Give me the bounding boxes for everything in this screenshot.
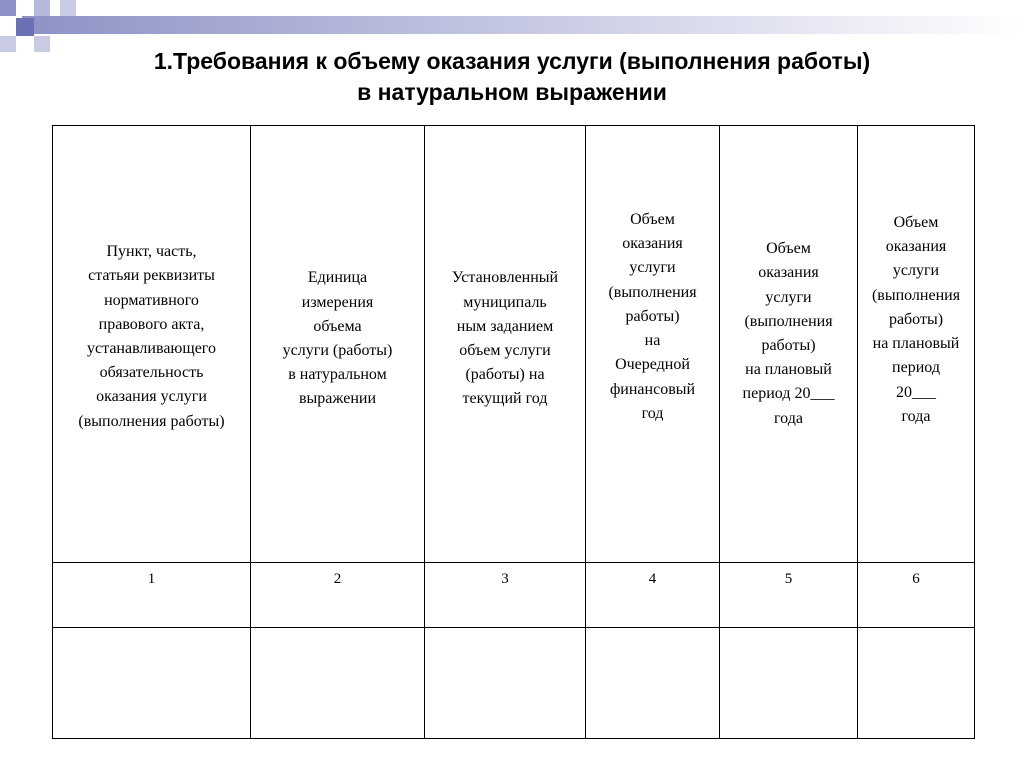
empty-cell [251,628,425,739]
empty-cell [586,628,720,739]
header-gradient-bar [22,16,1024,34]
requirements-table [52,125,975,739]
table-row [53,628,975,739]
title-line-2: в натуральном выражении [357,79,667,105]
header-cell-current-year: Установленный муниципаль ным заданием объем услуги (работы) на текущий год [425,126,586,563]
title-line-1: 1.Требования к объему оказания услуги (выполнения работы) [153,48,871,74]
slide-title [0,46,1024,108]
header-cell-legal-basis: Пункт, часть, статьяи реквизиты нормативного правового акта, устанавливающего обязательность оказания услуги (выполнения работы) [53,126,251,563]
column-number: 5 [720,563,858,628]
header-cell-planned-period-1: Объем оказания услуги (выполнения работы) на плановый период 20___ года [720,126,858,563]
column-number: 3 [425,563,586,628]
deco-square [60,0,76,16]
deco-square [0,0,16,16]
deco-square [16,18,34,36]
table-header-row [53,126,975,563]
empty-cell [425,628,586,739]
column-number: 4 [586,563,720,628]
header-cell-unit: Единица измерения объема услуги (работы) в натуральном выражении [251,126,425,563]
header-cell-planned-period-2: Объем оказания услуги (выполнения работы) на плановый период 20___ года [858,126,975,563]
column-number: 1 [53,563,251,628]
deco-square [34,0,50,16]
column-number: 2 [251,563,425,628]
header-cell-next-year: Объем оказания услуги (выполнения работы) на Очередной финансовый год [586,126,720,563]
column-number-row [53,563,975,628]
empty-cell [858,628,975,739]
empty-cell [720,628,858,739]
empty-cell [53,628,251,739]
column-number: 6 [858,563,975,628]
